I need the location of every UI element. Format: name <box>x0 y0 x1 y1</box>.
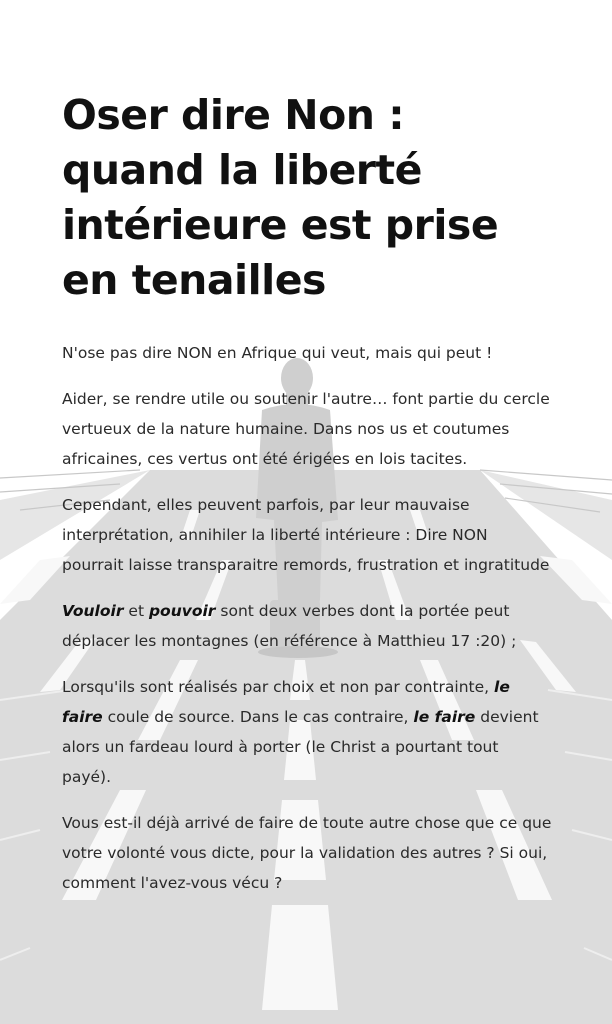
text-fragment: coule de source. Dans le cas contraire, <box>102 708 414 726</box>
article <box>62 0 552 898</box>
title-line: en tenailles <box>62 256 326 304</box>
paragraph-choice <box>62 672 552 792</box>
text-fragment: devient alors un fardeau lourd à porter (le Christ a pourtant tout payé). <box>62 708 539 786</box>
paragraph-however: Cependant, elles peuvent parfois, par leur mauvaise interprétation, annihiler la liberté intérieure : Dire NON pourrait laisse transparaitre remords, frustration et ingratitude <box>62 496 550 574</box>
text-fragment: Lorsqu'ils sont réalisés par choix et non par contrainte, <box>62 678 494 696</box>
paragraph-values: Aider, se rendre utile ou soutenir l'autre… font partie du cercle vertueux de la nature humaine. Dans nos us et coutumes africaines, ces vertus ont été érigées en lois tacites. <box>62 390 550 468</box>
emphasis-pouvoir: pouvoir <box>148 602 216 620</box>
paragraph-intro: N'ose pas dire NON en Afrique qui veut, mais qui peut ! <box>62 344 493 362</box>
title-line: Oser dire Non : <box>62 91 405 139</box>
title-line: quand la liberté <box>62 146 422 194</box>
paragraph-verbs <box>62 596 552 656</box>
emphasis-le-faire: le faire <box>413 708 476 726</box>
page-title <box>62 88 552 308</box>
text-fragment: sont deux verbes dont la portée peut déplacer les montagnes (en référence à Matthieu 17 :20) ; <box>62 602 517 650</box>
text-fragment: et <box>123 602 149 620</box>
emphasis-vouloir: Vouloir <box>62 602 124 620</box>
paragraph-question: Vous est-il déjà arrivé de faire de toute autre chose que ce que votre volonté vous dicte, pour la validation des autres ? Si oui, comment l'avez-vous vécu ? <box>62 814 552 892</box>
emphasis-le-faire: le faire <box>62 678 510 726</box>
title-line: intérieure est prise <box>62 201 499 249</box>
